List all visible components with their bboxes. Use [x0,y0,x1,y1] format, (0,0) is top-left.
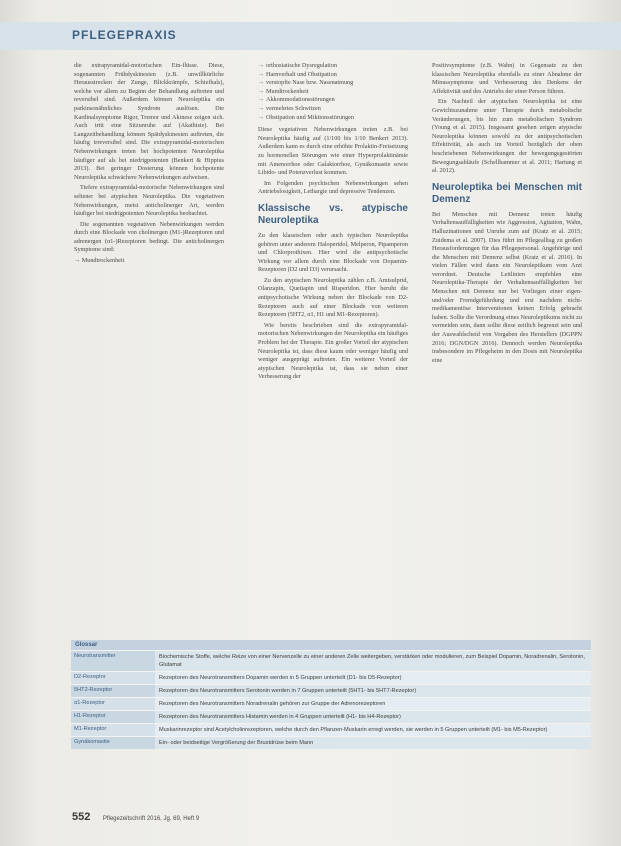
glossary-row [71,736,591,749]
column-3 [432,62,582,367]
section-heading: Neuroleptika bei Menschen mit Demenz [432,181,582,205]
list-item: → Akkommodationsstörungen [258,96,408,105]
glossary-definition: Biochemische Stoffe, welche Reize von einer Nervenzelle zu einer anderen Zelle weitergeben, verstärken oder modulieren, zum Beispiel Dopamin, Noradrenalin, Serotonin, Glutamat [155,651,591,671]
glossary-definition: Rezeptoren des Neurotransmitters Dopamin werden in 5 Gruppen unterteilt (D1- bis D5-Rezeptor) [155,672,591,684]
paragraph: die extrapyramidal-motorischen Ein-flüsse. Diese, sogenannten Frühdyskinesien (z.B. unwillkürliche Herausstrecken der Zunge, Blickkrämpfe, Schiefhals), welche vor allem zu Beginn der Behandlung auftreten und reversibel sind. Außerdem können Neuroleptika ein parkinsonähnliches Syndrom auslösen. Die Kardinalsymptome Rigor, Tremor und Akinese zeigen sich. Auch tritt eine Sitzunruhe auf (Akathisie). Bei Langzeitbehandlung können Spätdyskinesien auftreten, die häufig irreversibel sind. Die extrapyramidal-motorischen Nebenwirkungen treten bei hochpotenten Neuroleptika häufiger auf als bei niedrigpotenten (Benkert & Hippius 2013). Bei geringer Dosierung können hochpotente Neuroleptika schwächere Nebenwirkungen aufweisen. [74,62,224,181]
paragraph: Diese vegetativen Nebenwirkungen treten z.B. bei Neuroleptika häufig auf (1/100 bis 1/10 Benkert 2013). Außerdem kann es durch eine erhöhte Prolaktin-Freisetzung zu hormonellen Störungen wie einer Hyperprolaktinämie mit Amenorrhoe oder Galaktorrhoe, Gynäkomastie sowie Libido- und Potenzverlust kommen. [258,126,408,177]
list-item: → Mundtrockenheit [258,88,408,97]
list-item: → Harnverhalt und Obstipation [258,71,408,80]
journal-citation: Pflegezeitschrift 2016, Jg. 69, Heft 9 [102,816,200,822]
list-item: → orthostatische Dysregulation [258,62,408,71]
glossary-term: Neurotransmitter [71,651,155,671]
paragraph: Tiefere extrapyramidal-motorische Nebenwirkungen sind seltener bei atypischen Neuroleptika. Die vegetativen Nebenwirkungen, meist anticholinerger Art, werden häufiger bei niedrigpotenten Neuroleptika beobachtet. [74,184,224,218]
column-2 [258,62,408,384]
glossary-term: M1-Rezeptor [71,724,155,736]
paragraph: Im Folgenden psychischen Nebenwirkungen sehen Antriebslosigkeit, Lethargie und depressive Tendenzen. [258,179,408,196]
paragraph: Ein Nachteil der atypischen Neuroleptika ist eine Gewichtszunahme unter Therapie durch metabolische Veränderungen, bis hin zum metabolischen Syndrom (Young et al. 2015). Insgesamt gesehen zeigen atypische Neuroleptika können sowohl zu der antipsychotischen Effektivität, als auch im Vorteil bezüglich der oben beschriebenen Nebenwirkungen der bewegungsgestörten Bewegungsabläufe (Schellhammer et al. 2011; Hartung et al. 2012). [432,98,582,175]
symptom-list [258,62,408,122]
section-heading: Klassische vs. atypische Neuroleptika [258,202,408,226]
list-item: → Obstipation und Miktionsstörungen [258,114,408,123]
glossary-term: α1-Rezeptor [71,698,155,710]
glossary-term: 5HT2-Rezeptor [71,685,155,697]
glossary-row [71,671,591,684]
paragraph: Zu den atypischen Neuroleptika zählen z.B. Amisulprid, Olanzapin, Quetiapin und Risperidon. Hier beruht die antipsychotische Wirkung neben der Blockade von D2-Rezeptoren auch auf einer Blockade von weiteren Rezeptoren (5HT2, α1, H1 und M1-Rezeptoren). [258,276,408,319]
paragraph: Die sogenannten vegetativen Nebenwirkungen werden durch eine Blockade von cholinergen (M1-)Rezeptoren und adrenergen (α1-)Rezeptoren bedingt. Die anticholinergen Symptome sind: [74,220,224,254]
glossary-rows [71,650,591,749]
list-item: → verstopfte Nase bzw. Nasenatmung [258,79,408,88]
page-number: 552 [72,811,91,823]
glossary-box [71,640,591,749]
page-footer [72,807,199,825]
glossary-definition: Ein- oder beidseitige Vergrößerung der Brustdrüse beim Mann [155,737,591,749]
column-1 [74,62,224,268]
paragraph: Wie bereits beschrieben sind die extrapyramidal-motorischen Nebenwirkungen der Neuroleptika ein häufiges Problem bei der Therapie. Ein großer Vorteil der atypischen Neuroleptika ist, dass diese kaum oder weniger häufig und weniger ausgeprägt auftreten. Ein weiterer Vorteil der atypischen Neuroleptika ist, dass sie neben einer Verbesserung der [258,321,408,381]
glossary-definition: Muskarinrezeptor sind Acetylcholinrezeptoren, welche durch den Pflanzen-Muskarin erregt werden, sie werden in 5 Gruppen unterteilt (M1- bis M5-Rezeptor) [155,724,591,736]
glossary-row [71,684,591,697]
glossary-definition: Rezeptoren des Neurotransmitters Noradrenalin gehören zur Gruppe der Adrenorezeptoren [155,698,591,710]
glossary-term: Gynäkomastie [71,737,155,749]
paragraph: → Mundtrockenheit [74,257,125,265]
glossary-definition: Rezeptoren des Neurotransmitters Serotonin werden in 7 Gruppen unterteilt (5HT1- bis 5HT7-Rezeptor) [155,685,591,697]
list-item: → vermehrtes Schwitzen [258,105,408,114]
glossary-row [71,650,591,671]
glossary-term: H1-Rezeptor [71,711,155,723]
glossary-title: Glossar [71,640,591,650]
section-title: PFLEGEPRAXIS [72,28,177,42]
glossary-term: D2-Rezeptor [71,672,155,684]
glossary-row [71,723,591,736]
paragraph: Zu den klassischen oder auch typischen Neuroleptika gehören unter anderem Haloperidol, Melperon, Pipamperon und Chlorprothixen. Hier wird die antipsychotische Wirkung vor allem durch eine Blockade von Dopamin-Rezeptoren (D2 und D3) verursacht. [258,231,408,274]
glossary-definition: Rezeptoren des Neurotransmitters Histamin werden in 4 Gruppen unterteilt (H1- bis H4-Rezeptor) [155,711,591,723]
paragraph: Positivsymptome (z.B. Wahn) in Gegensatz zu den klassischen Neuroleptika ebenfalls zu einer Abnahme der Minussymptome und Verbesserung des Denkens der Affektivität und des Antriebs der einer Person führen. [432,62,582,95]
glossary-row [71,697,591,710]
paragraph: Bei Menschen mit Demenz treten häufig Verhaltensauffälligkeiten wie Aggression, Agitation, Wahn, Halluzinationen und Unruhe zum auf (Kratz et al. 2015; Zuidema et al. 2007). Dies führt im Pflegealltag zu großen Herausforderungen für das Pflegepersonal. Angehörige und die Menschen mit Demenz selbst (Kratz et al. 2016). In vielen Fällen wird dann ein Neuroleptikum vom Arzt verordnet. Deutsche Leitlinien empfehlen eine Neuroleptika-Therapie der Verhaltensauffälligkeiten bei Menschen mit Demenz nur bei Vorliegen einer eigen- und/oder Fremdgefährdung und erst nachdem nicht-medikamentöse Interventionen keinen Erfolg gebracht haben. Sollte die Verordnung eines Neuroleptikums nicht zu vermeiden sein, dann sollte diese zeitlich begrenzt sein und der Auswahlscheid von Vorgaben des Herstellers (DGPPN 2016; DGN/DGN 2016). Dennoch werden Neuroleptika insbesondere im Pflegeheim in den Dosis mit Neuroleptika eine [432,210,582,364]
glossary-row [71,710,591,723]
